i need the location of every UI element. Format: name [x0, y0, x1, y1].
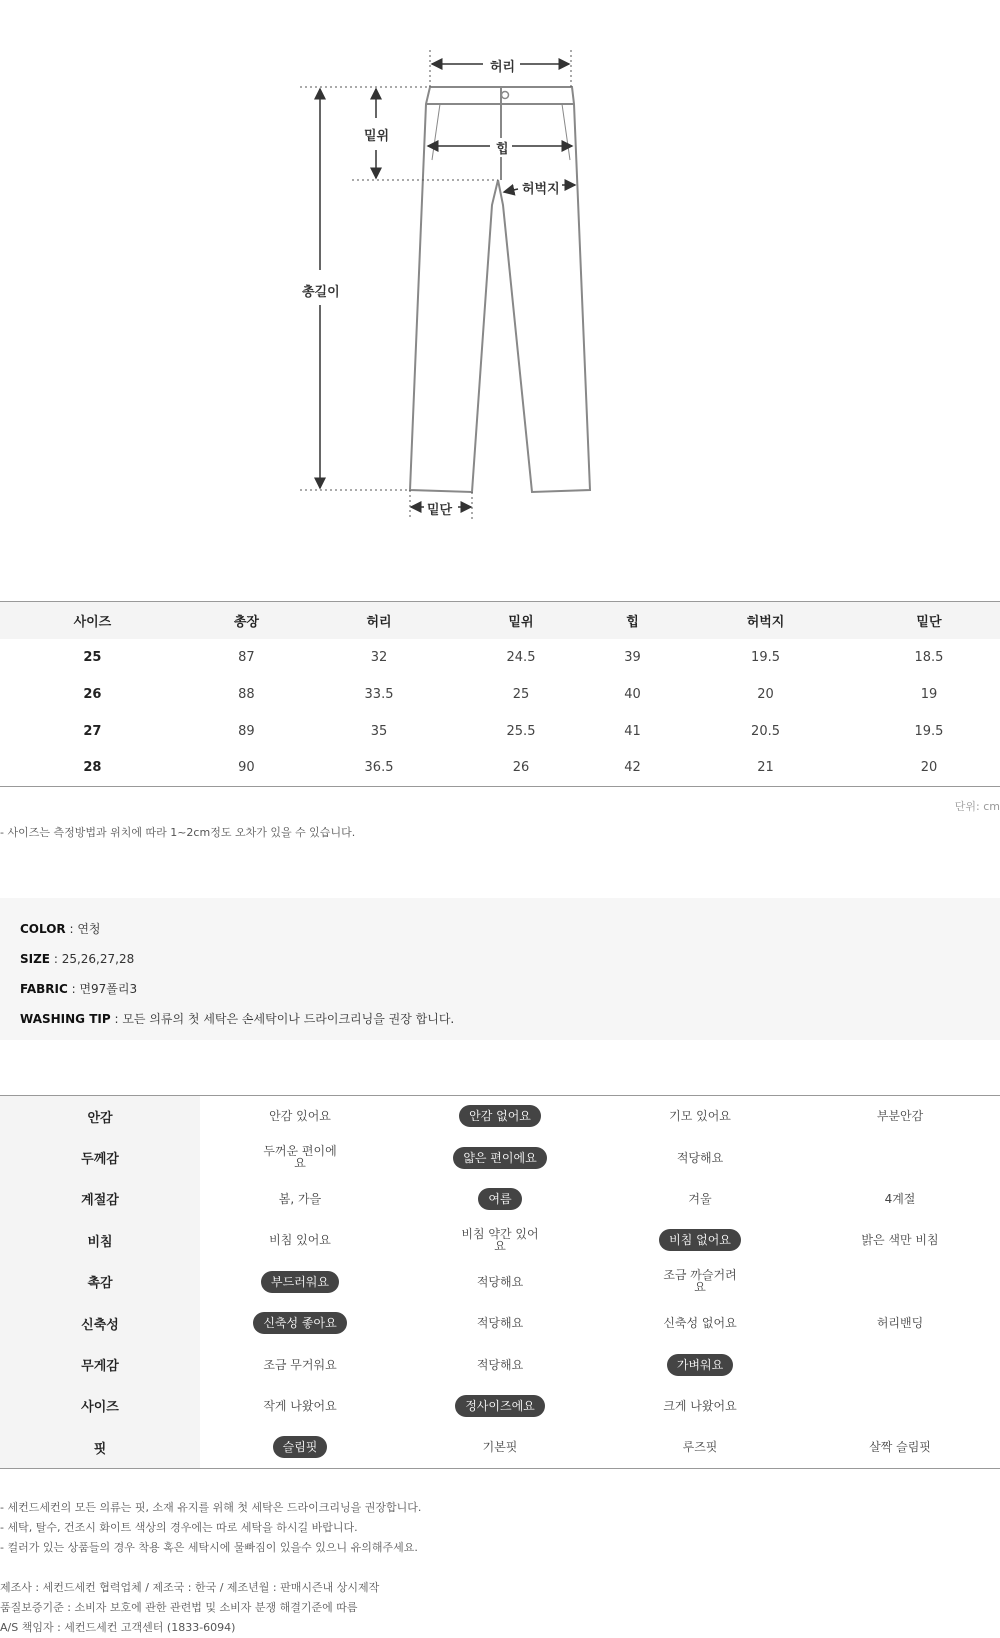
feel-option-cell [200, 1427, 400, 1468]
care-note: - 컬러가 있는 상품들의 경우 착용 혹은 세탁시에 물빠짐이 있을수 있으니 유의해주세요. [0, 1541, 418, 1554]
table-cell: 27 [83, 723, 102, 739]
table-row [0, 676, 1000, 713]
info-washing-value: 모든 의류의 첫 세탁은 손세탁이나 드라이크리닝을 권장 합니다. [122, 1012, 455, 1026]
feel-option-selected: 정사이즈에요 [455, 1395, 545, 1417]
info-color-label: COLOR [20, 922, 66, 936]
feel-option-cell [400, 1220, 600, 1261]
feel-option-cell [400, 1302, 600, 1343]
table-cell: 20.5 [751, 723, 780, 739]
table-cell: 20 [920, 760, 938, 776]
table-cell: 18.5 [914, 649, 944, 665]
feel-option-cell [400, 1385, 600, 1426]
table-cell: 36.5 [364, 760, 394, 776]
table-cell: 26 [512, 760, 530, 776]
table-row [0, 713, 1000, 750]
feel-option-cell [800, 1385, 1000, 1426]
feel-option-cell [200, 1344, 400, 1385]
feel-option: 안감 있어요 [269, 1109, 331, 1124]
feel-option-cell [200, 1178, 400, 1219]
length-label: 총길이 [300, 281, 342, 300]
feel-category: 비침 [0, 1220, 200, 1261]
feel-row [0, 1220, 1000, 1261]
table-cell: 25 [512, 686, 530, 702]
table-row [0, 750, 1000, 787]
feel-option-cell [600, 1385, 800, 1426]
legal-line: A/S 책임자 : 세컨드세컨 고객센터 (1833-6094) [0, 1621, 236, 1634]
feel-option: 기모 있어요 [669, 1109, 731, 1124]
size-table-header: 힙 [592, 602, 673, 639]
feel-row [0, 1137, 1000, 1178]
care-notes [0, 1498, 421, 1558]
feel-option: 작게 나왔어요 [263, 1398, 337, 1413]
feel-option: 적당해요 [476, 1357, 524, 1372]
rise-label: 밑위 [362, 125, 391, 144]
feel-option-cell [200, 1096, 400, 1137]
feel-option-cell [400, 1427, 600, 1468]
feel-category: 촉감 [0, 1261, 200, 1302]
table-row [0, 639, 1000, 676]
info-size-label: SIZE [20, 952, 51, 966]
table-cell: 88 [238, 686, 255, 702]
feel-row [0, 1302, 1000, 1343]
feel-row [0, 1178, 1000, 1219]
table-cell: 39 [624, 649, 641, 665]
size-table-header: 밑단 [858, 602, 1000, 639]
feel-option-cell [200, 1220, 400, 1261]
feel-option: 두꺼운 편이에요 [263, 1144, 337, 1171]
legal-line: 품질보증기준 : 소비자 보호에 관한 관련법 및 소비자 분쟁 해결기준에 따름 [0, 1601, 358, 1614]
unit-label: 단위: cm [954, 800, 1000, 813]
table-cell: 24.5 [506, 649, 536, 665]
feel-option-cell [200, 1261, 400, 1302]
feel-option: 비침 약간 있어요 [461, 1226, 539, 1253]
feel-option-cell [200, 1302, 400, 1343]
table-cell: 33.5 [364, 686, 394, 702]
table-cell: 42 [624, 760, 641, 776]
feel-category: 계절감 [0, 1178, 200, 1219]
feel-row [0, 1427, 1000, 1468]
feel-option-cell [800, 1344, 1000, 1385]
size-note: - 사이즈는 측정방법과 위치에 따라 1~2cm정도 오차가 있을 수 있습니다. [0, 826, 356, 839]
info-washing-row: WASHING TIP : 모든 의류의 첫 세탁은 손세탁이나 드라이크리닝을 권장 합니다. [20, 1012, 455, 1026]
feel-option: 적당해요 [676, 1150, 724, 1165]
hem-label: 밑단 [425, 499, 454, 518]
feel-option-cell [400, 1261, 600, 1302]
size-table [0, 601, 1000, 787]
feel-option-cell [600, 1344, 800, 1385]
feel-option-cell [600, 1427, 800, 1468]
feel-option-cell [800, 1178, 1000, 1219]
pants-outline-drawing [0, 0, 1000, 560]
legal-line: 제조사 : 세컨드세컨 협력업체 / 제조국 : 한국 / 제조년월 : 판매시즌내 상시제작 [0, 1581, 380, 1594]
size-table-header-row [0, 602, 1000, 639]
feel-option: 루즈핏 [682, 1440, 718, 1455]
feel-category: 안감 [0, 1096, 200, 1137]
info-washing-label: WASHING TIP [20, 1012, 111, 1026]
feel-option: 봄, 가을 [278, 1191, 322, 1206]
feel-option: 적당해요 [476, 1316, 524, 1331]
feel-option: 부분안감 [876, 1109, 924, 1124]
info-fabric-value: 면97폴리3 [79, 982, 138, 996]
size-table-header: 총장 [185, 602, 308, 639]
feel-option-cell [800, 1427, 1000, 1468]
feel-category: 두께감 [0, 1137, 200, 1178]
feel-option-selected: 비침 없어요 [659, 1229, 741, 1251]
size-table-header: 사이즈 [0, 602, 185, 639]
table-cell: 19 [920, 686, 938, 702]
feel-option-cell [200, 1385, 400, 1426]
feel-option-cell [600, 1302, 800, 1343]
feel-option-cell [600, 1220, 800, 1261]
table-cell: 28 [83, 760, 102, 776]
feel-option-selected: 안감 없어요 [459, 1105, 541, 1127]
table-cell: 40 [624, 686, 641, 702]
care-note: - 세컨드세컨의 모든 의류는 핏, 소재 유지를 위해 첫 세탁은 드라이크리닝을 권장합니다. [0, 1501, 422, 1514]
feel-row [0, 1261, 1000, 1302]
feel-option: 신축성 없어요 [663, 1316, 737, 1331]
feel-category: 신축성 [0, 1302, 200, 1343]
feel-option-cell [600, 1096, 800, 1137]
feel-row [0, 1096, 1000, 1137]
table-cell: 19.5 [914, 723, 944, 739]
pants-size-diagram [0, 0, 1000, 560]
feel-option-selected: 가벼워요 [667, 1354, 733, 1376]
info-color-row: COLOR : 연청 [20, 922, 101, 936]
feel-option-selected: 얇은 편이에요 [453, 1147, 546, 1169]
feel-option: 밝은 색만 비침 [861, 1233, 939, 1248]
hip-label: 힙 [494, 138, 511, 157]
feel-option-cell [600, 1261, 800, 1302]
table-cell: 90 [238, 760, 255, 776]
feel-option-cell [200, 1137, 400, 1178]
care-note: - 세탁, 탈수, 건조시 화이트 색상의 경우에는 따로 세탁을 하시길 바랍니다. [0, 1521, 358, 1534]
table-cell: 32 [370, 649, 388, 665]
feel-option: 크게 나왔어요 [663, 1398, 737, 1413]
feel-option: 조금 무거워요 [263, 1357, 337, 1372]
feel-row [0, 1385, 1000, 1426]
size-table-header: 밑위 [450, 602, 592, 639]
table-cell: 26 [83, 686, 102, 702]
legal-info [0, 1578, 379, 1638]
feel-option-cell [800, 1302, 1000, 1343]
feel-option-selected: 슬림핏 [273, 1436, 328, 1458]
product-feel-table [0, 1095, 1000, 1469]
feel-option-selected: 신축성 좋아요 [253, 1312, 346, 1334]
table-cell: 89 [238, 723, 255, 739]
feel-option-cell [600, 1178, 800, 1219]
feel-option-cell [400, 1096, 600, 1137]
feel-option-cell [800, 1220, 1000, 1261]
feel-category: 핏 [0, 1427, 200, 1468]
table-cell: 25.5 [506, 723, 536, 739]
size-table-header: 허벅지 [673, 602, 858, 639]
feel-option: 비침 있어요 [269, 1233, 331, 1248]
feel-option-cell [400, 1344, 600, 1385]
thigh-label: 허벅지 [520, 178, 562, 197]
product-info-box [0, 898, 1000, 1040]
feel-option: 살짝 슬림핏 [869, 1440, 931, 1455]
feel-category: 사이즈 [0, 1385, 200, 1426]
table-cell: 20 [757, 686, 774, 702]
waist-label: 허리 [488, 56, 517, 75]
info-fabric-label: FABRIC [20, 982, 68, 996]
feel-option-selected: 여름 [478, 1188, 521, 1210]
table-cell: 87 [238, 649, 255, 665]
table-cell: 41 [624, 723, 641, 739]
feel-option: 기본핏 [482, 1440, 518, 1455]
info-fabric-row: FABRIC : 면97폴리3 [20, 982, 138, 996]
table-cell: 19.5 [751, 649, 780, 665]
feel-option-cell [800, 1096, 1000, 1137]
info-size-row: SIZE : 25,26,27,28 [20, 952, 135, 966]
feel-option-cell [400, 1137, 600, 1178]
feel-option: 겨울 [688, 1191, 712, 1206]
feel-option: 적당해요 [476, 1274, 524, 1289]
info-size-value: 25,26,27,28 [61, 952, 135, 966]
table-cell: 35 [370, 723, 388, 739]
feel-option: 조금 까슬거려요 [663, 1268, 737, 1295]
feel-option: 4계절 [884, 1191, 916, 1206]
feel-option-selected: 부드러워요 [261, 1271, 339, 1293]
size-table-header: 허리 [308, 602, 450, 639]
table-cell: 25 [83, 649, 102, 665]
feel-category: 무게감 [0, 1344, 200, 1385]
feel-row [0, 1344, 1000, 1385]
feel-option-cell [600, 1137, 800, 1178]
feel-option-cell [400, 1178, 600, 1219]
feel-option: 허리밴딩 [876, 1316, 924, 1331]
info-color-value: 연청 [77, 922, 101, 936]
feel-option-cell [800, 1137, 1000, 1178]
feel-option-cell [800, 1261, 1000, 1302]
table-cell: 21 [757, 760, 774, 776]
